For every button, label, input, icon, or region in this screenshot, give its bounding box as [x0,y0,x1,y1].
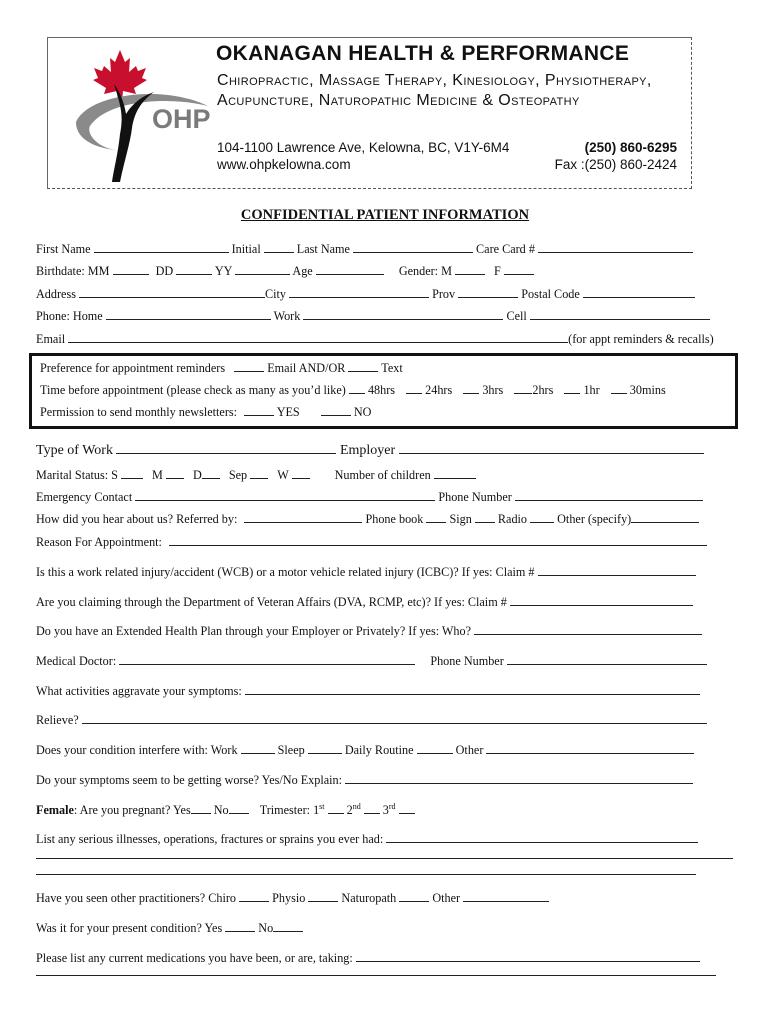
practitioners-row [36,891,549,906]
emergency-contact-label: Emergency Contact [36,490,133,504]
interfere-work-field[interactable] [241,743,275,754]
doctor-phone-field[interactable] [507,654,707,665]
care-card-label: Care Card # [476,242,535,256]
marital-row [36,468,476,483]
emergency-contact-field[interactable] [135,490,435,501]
doctor-label: Medical Doctor: [36,654,117,668]
first-name-label: First Name [36,242,91,256]
illness-field[interactable] [386,832,698,843]
marital-d-label: D [192,468,202,482]
newsletter-yes-label: YES [276,405,300,419]
trimester-3-label: 3 [382,803,389,818]
city-field[interactable] [289,287,429,298]
reason-field[interactable] [169,535,707,546]
check-24hrs[interactable] [406,383,422,394]
logo-text: OHP [152,104,211,134]
street-address: 104-1100 Lawrence Ave, Kelowna, BC, V1Y-6M4 [217,140,510,155]
medications-extra-line[interactable] [36,975,716,976]
present-no-field[interactable] [273,921,303,932]
trimester-2-sup: nd [352,802,361,811]
first-name-field[interactable] [94,242,229,253]
worse-field[interactable] [345,773,693,784]
trimester-1-field[interactable] [328,803,344,814]
sign-field[interactable] [475,512,495,523]
ohp-logo [68,44,223,184]
wcb-row [36,565,696,580]
interfere-row [36,743,694,758]
label-2hrs: 2hrs [532,383,554,397]
relieve-question: Relieve? [36,713,79,727]
practitioners-other-field[interactable] [463,891,549,902]
clinic-name: OKANAGAN HEALTH & PERFORMANCE [216,42,630,65]
birth-dd-label: DD [155,264,174,278]
physio-field[interactable] [308,891,338,902]
interfere-other-field[interactable] [486,743,694,754]
phone-home-label: Phone: Home [36,309,103,323]
label-30mins: 30mins [629,383,666,397]
letterhead [47,37,692,189]
phone-book-field[interactable] [426,512,446,523]
emergency-phone-label: Phone Number [438,490,512,504]
worse-row [36,773,693,788]
phone-number: (250) 860-6295 [584,140,677,155]
aggravate-row [36,684,700,699]
newsletter-row [40,405,371,420]
reason-label: Reason For Appointment: [36,535,162,549]
newsletter-no-label: NO [353,405,372,419]
type-of-work-field[interactable] [116,443,336,454]
birth-mm-label: Birthdate: MM [36,264,110,278]
prov-label: Prov [432,287,456,301]
referral-row [36,512,699,527]
trimester-2-field[interactable] [364,803,380,814]
birth-yy-label: YY [214,264,232,278]
emergency-row [36,490,703,505]
newsletter-label: Permission to send monthly newsletters: [40,405,238,419]
website: www.ohpkelowna.com [217,157,351,172]
naturopath-label: Naturopath [341,891,397,905]
illness-row [36,832,698,847]
ehp-field[interactable] [474,624,702,635]
dva-claim-field[interactable] [510,595,693,606]
phone-block [555,139,677,173]
gender-f-field[interactable] [504,264,534,275]
form-title: CONFIDENTIAL PATIENT INFORMATION [240,207,530,223]
gender-f-label: F [494,264,501,278]
doctor-phone-label: Phone Number [430,654,504,668]
address-field[interactable] [79,287,265,298]
email-label: Email [36,332,66,346]
postal-code-label: Postal Code [521,287,580,301]
fax-number: Fax :(250) 860-2424 [554,157,677,172]
address-row [36,287,695,302]
marital-s-label: Marital Status: S [36,468,118,482]
work-row [36,443,704,459]
time-before-label: Time before appointment (please check as many as you’d like) [40,383,346,397]
trimester-1-sup: st [319,802,325,811]
relieve-row [36,713,707,728]
initial-label: Initial [231,242,261,256]
check-1hr[interactable] [564,383,580,394]
interfere-other-label: Other [455,743,484,757]
female-row [36,802,415,818]
physio-label: Physio [272,891,306,905]
check-30mins[interactable] [611,383,627,394]
worse-question: Do your symptoms seem to be getting worse? Yes/No Explain: [36,773,343,787]
female-label: Female [36,803,74,818]
practitioners-other-label: Other [432,891,461,905]
ehp-row [36,624,702,639]
gender-m-field[interactable] [455,264,485,275]
birth-dd-field[interactable] [176,264,212,275]
marital-w-field[interactable] [292,468,310,479]
city-label: City [265,287,286,301]
children-label: Number of children [334,468,431,482]
name-row [36,242,693,257]
marital-d-field[interactable] [202,468,220,479]
marital-sep-label: Sep [228,468,248,482]
email-note: (for appt reminders & recalls) [568,332,714,346]
trimester-3-field[interactable] [399,803,415,814]
age-label: Age [292,264,313,278]
phone-work-field[interactable] [303,309,503,320]
doctor-field[interactable] [119,654,415,665]
reminder-email-label: Email AND/OR [267,361,346,375]
reminder-text-label: Text [381,361,403,375]
newsletter-no-field[interactable] [321,405,351,416]
email-field[interactable] [68,332,568,343]
aggravate-question: What activities aggravate your symptoms: [36,684,242,698]
emergency-phone-field[interactable] [515,490,703,501]
birthdate-row [36,264,534,279]
wcb-claim-field[interactable] [538,565,696,576]
label-3hrs: 3hrs [482,383,504,397]
postal-code-field[interactable] [583,287,695,298]
reason-row [36,535,707,550]
referral-field[interactable] [244,512,362,523]
trimester-label: Trimester: 1 [259,803,320,818]
time-before-row [40,383,666,398]
phone-home-field[interactable] [106,309,271,320]
interfere-sleep-field[interactable] [308,743,342,754]
naturopath-field[interactable] [399,891,429,902]
pregnant-yes-field[interactable] [191,803,211,814]
last-name-label: Last Name [296,242,350,256]
aggravate-field[interactable] [245,684,700,695]
phone-cell-field[interactable] [530,309,710,320]
phone-work-label: Work [273,309,301,323]
radio-field[interactable] [530,512,554,523]
check-3hrs[interactable] [463,383,479,394]
illness-extra-line-2[interactable] [36,874,696,875]
phone-cell-label: Cell [506,309,527,323]
reminder-pref-label: Preference for appointment reminders [40,361,226,375]
reminder-email-field[interactable] [234,361,264,372]
care-card-field[interactable] [538,242,693,253]
doctor-row [36,654,707,669]
check-2hrs[interactable] [514,383,532,394]
medications-field[interactable] [356,951,700,962]
present-condition-row [36,921,303,936]
radio-label: Radio [497,512,528,526]
children-field[interactable] [434,468,476,479]
type-of-work-label: Type of Work [36,443,113,458]
address-block [217,139,509,173]
employer-label: Employer [339,443,396,458]
present-no-label: No [258,921,274,935]
pregnant-no-label: No [213,803,229,818]
birth-yy-field[interactable] [235,264,290,275]
wcb-question: Is this a work related injury/accident (WCB) or a motor vehicle related injury (ICBC)? If yes: Claim # [36,565,535,579]
label-1hr: 1hr [583,383,600,397]
label-24hrs: 24hrs [425,383,453,397]
newsletter-yes-field[interactable] [244,405,274,416]
services-list: Chiropractic, Massage Therapy, Kinesiology, Physiotherapy, Acupuncture, Naturopathic Medicine & Osteopathy [217,72,652,109]
reminder-pref-row [40,361,403,376]
trimester-2-label: 2 [346,803,353,818]
marital-sep-field[interactable] [250,468,268,479]
age-field[interactable] [316,264,384,275]
chiro-field[interactable] [239,891,269,902]
other-specify-label: Other (specify) [557,512,632,526]
interfere-routine-field[interactable] [417,743,453,754]
pregnant-label: : Are you pregnant? Yes [73,803,191,818]
medications-row [36,951,700,966]
prov-field[interactable] [458,287,518,298]
pregnant-no-field[interactable] [229,803,249,814]
phone-book-label: Phone book [365,512,424,526]
address-label: Address [36,287,76,301]
initial-field[interactable] [264,242,294,253]
gender-m-label: Gender: M [398,264,452,278]
interfere-sleep-label: Sleep [277,743,305,757]
sign-label: Sign [449,512,472,526]
medications-question: Please list any current medications you have been, or are, taking: [36,951,353,965]
dva-row [36,595,693,610]
present-yes-label: Was it for your present condition? Yes [36,921,223,935]
email-row [36,332,714,347]
illness-extra-line-1[interactable] [36,858,733,859]
phone-row [36,309,710,324]
present-yes-field[interactable] [225,921,255,932]
illness-question: List any serious illnesses, operations, fractures or sprains you ever had: [36,832,384,846]
employer-field[interactable] [399,443,704,454]
interfere-work-label: Does your condition interfere with: Work [36,743,238,757]
relieve-field[interactable] [82,713,707,724]
referral-label: How did you hear about us? Referred by: [36,512,238,526]
practitioners-chiro-label: Have you seen other practitioners? Chiro [36,891,237,905]
marital-m-field[interactable] [166,468,184,479]
last-name-field[interactable] [353,242,473,253]
ehp-question: Do you have an Extended Health Plan through your Employer or Privately? If yes: Who? [36,624,472,638]
interfere-routine-label: Daily Routine [344,743,414,757]
birth-mm-field[interactable] [113,264,149,275]
check-48hrs[interactable] [349,383,365,394]
marital-s-field[interactable] [121,468,143,479]
marital-w-label: W [277,468,289,482]
dva-question: Are you claiming through the Department of Veteran Affairs (DVA, RCMP, etc)? If yes: Claim # [36,595,507,609]
trimester-3-sup: rd [388,802,396,811]
marital-m-label: M [152,468,163,482]
label-48hrs: 48hrs [367,383,396,397]
reminder-text-field[interactable] [348,361,378,372]
other-specify-field[interactable] [631,512,699,523]
